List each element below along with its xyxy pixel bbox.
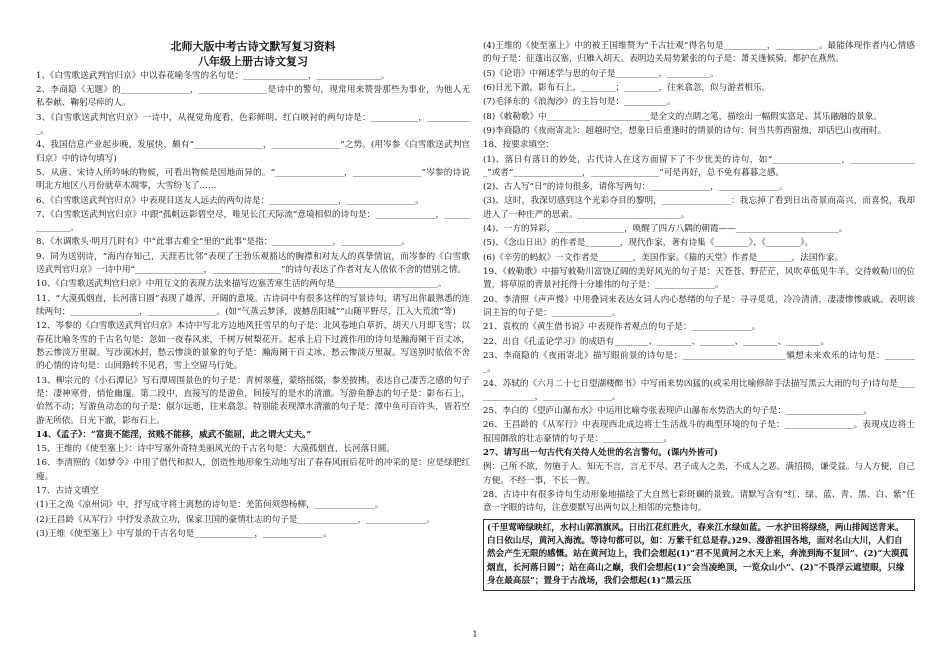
question-item: (5)、《念山日出》的作者是________，现代作家，著有诗集《________》、《________》。: [483, 238, 814, 249]
question-item: 10、《白雪歌送武判官归京》中用互文的表现方法来描写边塞苦寒生活的两句是________________________。: [36, 279, 447, 290]
question-item: 25、李白的《望庐山瀑布水》中运用比喻夸张表现庐山瀑布水势浩大的句子是：__________________。: [483, 406, 873, 417]
question-item: 22、出自《孔孟论学习》的成语有________、________、________、________、________。: [483, 336, 830, 347]
question-item: 13、柳宗元的《小石潭记》写石潭周围景色的句子是：青树翠蔓，蒙络摇缀，参差披拂。表达自己凄苦之感的句子是：凄神寒骨，悄怆幽邃。第二段中，直接写的是游鱼，间接写的是水的清澈。写游鱼静态的句子是：影布石上，佁然不动；写游鱼动态的句子是：俶尔远逝，往来翕忽。特别能表现潭水清澈的句子是：潭中鱼可百许头，皆若空游无所依。日光下澈，影布石上。: [36, 375, 470, 426]
question-item: 例：己所不欲，勿施于人。知无不言，言无不尽。君子成人之美，不成人之恶。满招损，谦受益。与人方便，自己方便。不经一事，不长一智。: [483, 462, 915, 486]
question-item: 11、“大漠孤烟直，长河落日圆”表现了雄浑，开阔的意境。古诗词中有很多这样的写景诗句，请写出你最熟悉的连续两句：________________，________________。(如“气蒸云梦泽，波撼岳阳城”“山随平野尽，江入大荒流”等): [36, 293, 470, 317]
question-item: (1)王之涣《凉州词》中，抒写成守将士离愁的诗句是：羌笛何须怨杨柳，______________。: [36, 500, 384, 511]
question-item: 24、苏轼的《六月二十七日望湖楼醉书》中写雨来势凶猛的(或采用比喻修辞手法描写黑云大雨的句子)诗句是________________，________________。: [483, 378, 915, 402]
question-item: 18、按要求填空：: [483, 140, 555, 151]
question-item: (4)王维的《使至塞上》中的被王国维赞为“千古壮观”得名句是__________，__________。最能体现作者内心情感的句子是：征蓬出汉塞，归雁入胡天。表明边关局势紧张的句子是：萧关逢候骑，都护在燕然。: [483, 41, 915, 65]
question-item: (6)日光下澈，影布石上，________；________，往来翕忽，似与游者相乐。: [483, 82, 771, 93]
question-item: 2、李商隐《无题》的________________，________________是诗中的警句，现常用来赞誉那些为事业，为他人无私奉献、鞠躬尽瘁的人。: [36, 85, 470, 109]
question-item: 6、《白雪歌送武判官归京》中表现目送友人远去的两句诗是：________________，________________。: [36, 195, 424, 206]
question-item: 23、李商隐的《夜雨寄北》描写眼前景的诗句是：________________________愼想未来欢乐的诗句是：________。: [483, 350, 915, 375]
question-item: 8、《水调歌头·明月几时有》中“此事古难全”里的“此事”是指：______________，______________。: [36, 237, 410, 248]
page-number: 1: [472, 630, 478, 639]
document-subtitle: 八年级上册古诗文复习: [198, 54, 308, 68]
question-item: (9)李商隐的《夜雨寄北》：超越时空，想象日后重逢时的情景的诗句：何当共剪西窗烛，却话巴山夜雨时。: [483, 125, 887, 136]
question-item: 3、《白雪歌送武判官归京》一诗中，从视觉角度看，色彩鲜明、红白映衬的两句诗是：___________，___________。: [36, 112, 470, 136]
question-item: (2)王昌龄《从军行》中抒发杀敌立功，保家卫国的豪情壮志的句子是______________，______________。: [36, 514, 435, 525]
question-item: 9、同为送别诗，“海内存知己，天涯若比邻”表现了王勃乐观豁达的胸襟和对友人的真挚情谊，而岑参的《白雪歌送武判官归京》一诗中用“________________，________________”的诗句表达了作者对友人依依不舍的惜别之情。: [36, 251, 470, 276]
right-question-list: [483, 40, 915, 516]
question-item: (1)、落日有落日的妙处，古代诗人在这方面留下了不少优美的诗句，如“________________，________________”或者“________________，________________”可是再好，总不免有暮暮之感。: [483, 154, 915, 178]
left-column: [36, 40, 470, 542]
question-item: 27、请写出一句古代有关待人处世的名言警句。(课内外皆可): [483, 448, 718, 459]
question-item: 5、从唐、宋诗人所吟咏的物候，可看出物候是因地而异的。“________________，________________”岑参的诗说明北方地区八月份就草木凋零，大雪纷飞了……: [36, 167, 470, 192]
question-item: (5)《论语》中阐述学与思的句子是__________，__________。: [483, 68, 719, 79]
question-item: 7、《白雪歌送武判官归京》中跟“孤帆远影碧空尽，唯见长江天际流”意境相似的诗句是：______________，______________。: [36, 209, 470, 234]
question-item: 26、王昌龄的《从军行》中表现西北成边将士生活战斗的典型环境的句子是：________________。表现戍边将士报国御敌的壮志豪情的句子是：______________。: [483, 420, 915, 444]
question-item: 16、李清照的《如梦令》中用了借代和拟人，创造性地形象生动地写出了春春风雨后花叶的冲采的是：应是绿肥红瘦。: [36, 458, 470, 482]
question-item: 20、李清照《声声慢》中用叠词来表达女词人内心愁绪的句子是：寻寻觅觅，冷冷清清，凄凄惨惨戚戚。表明该词主旨的句子是：______________。: [483, 294, 915, 318]
question-item: 17、古诗文填空: [36, 486, 99, 497]
question-item: 21、袁枚的《黄生借书说》中表现作者观点的句子是：______________。: [483, 322, 761, 333]
question-item: (8)《敕勒歌》中________________________是全文的点睛之笔，描绘出一幅假实富足、其乐融融的景象。: [483, 111, 882, 122]
question-item: (6)《辛劳的蚂蚁》一文作者是________，美国作家。《猫的天堂》作者是________，法国作家。: [483, 252, 844, 263]
question-item: 15、王维的《使至塞上》：诗中写塞外奇特美丽风光的千古名句是：大漠孤烟直，长河落日圆。: [36, 444, 395, 455]
answer-box: (千里莺啼绿映红，水村山郭酒旗风。日出江花红胜火，春来江水绿如蓝。一水护田将绿绕，两山排闼送青来。白日依山尽，黄河入海流。等诗句都可以，如：万紫千红总是春。)29、漫游祖国各地，面对名山大川，人们自然会产生无限的感慨。站在黄河边上，我们会想起(1)“君不见黄河之水天上来，奔流到海不复回”、(2)“大漠孤烟直，长河落日圆”；站在高山之巅，我们会想起(1)“会当凌绝顶，一览众山小”、(2)“不畏浮云遮望眼，只缘身在最高层”；置身于古战场，我们会想起(1)“黑云压: [483, 519, 915, 592]
question-item: (3)王维《使至塞上》中写景的千古名句是______________，______________。: [36, 529, 332, 539]
question-item: 19、《敕勒歌》中描写敕勒川富饶辽阔的美好风光的句子是：天苍苍，野茫茫，风吹草低见牛羊。交待敕勒川的位置，将草原的背景衬托得十分雄伟的句子是：______________。: [483, 267, 915, 291]
question-item: 4、我国信息产业起步晚，发展快，颇有“________________，________________”之势。(用岑参《白雪歌送武判官归京》中的诗句填写): [36, 140, 470, 164]
document-title: 北师大版中考古诗文默写复习资料: [170, 40, 336, 53]
question-item: 14、《孟子》：“富贵不能淫，贫贱不能移，威武不能屈，此之谓大丈夫。”: [36, 429, 312, 440]
question-item: 12、岑参的《白雪歌送武判官归京》本诗中写北方边地风狂雪早的句子是：北风卷地白草折，胡天八月即飞雪；以春花比喻冬雪的千古名句是：忽如一夜春风来，千树万树梨花开。起承上启下过渡作用的诗句是瀚海阑干百丈冰，愁云惨淡万里凝。写沙漠冰封，愁云惨淡的景象的句子是：瀚海阑干百丈冰，愁云惨淡万里凝。写送别时依依不舍的心情的诗句是：山回路转不见君，雪上空留马行处。: [36, 321, 470, 372]
question-item: (4)、一方的异彩，________________，唤醒了四方八隅的朝霞——________________________。: [483, 224, 848, 235]
question-item: (2)、古人写“日”的诗句很多，请你写两句：______________，______________。: [483, 182, 788, 193]
question-item: (3)、这时，我深切感到这个光彩夺目的黎明，________________：我忘掉了看到日出奇景而高兴，而喜悦，我却进入了一种庄严的思索。________________________。: [483, 196, 915, 220]
question-item: 1、《白雪歌送武判官归京》中以春花喻冬雪的名句是：_______________，_______________。: [36, 70, 390, 81]
question-item: (7)毛泽东的《浪淘沙》的主旨句是：__________。: [483, 97, 676, 108]
question-item: 28、古诗中有很多诗句生动形象地描绘了大自然七彩斑斓的景致。请默写含有“红、绿、蓝、青、黑、白、紫”任意一字眼的诗句，注意要默写出两句以上相邻的完整诗句。: [483, 490, 915, 514]
left-question-list: [36, 70, 470, 542]
right-column: [483, 40, 915, 591]
